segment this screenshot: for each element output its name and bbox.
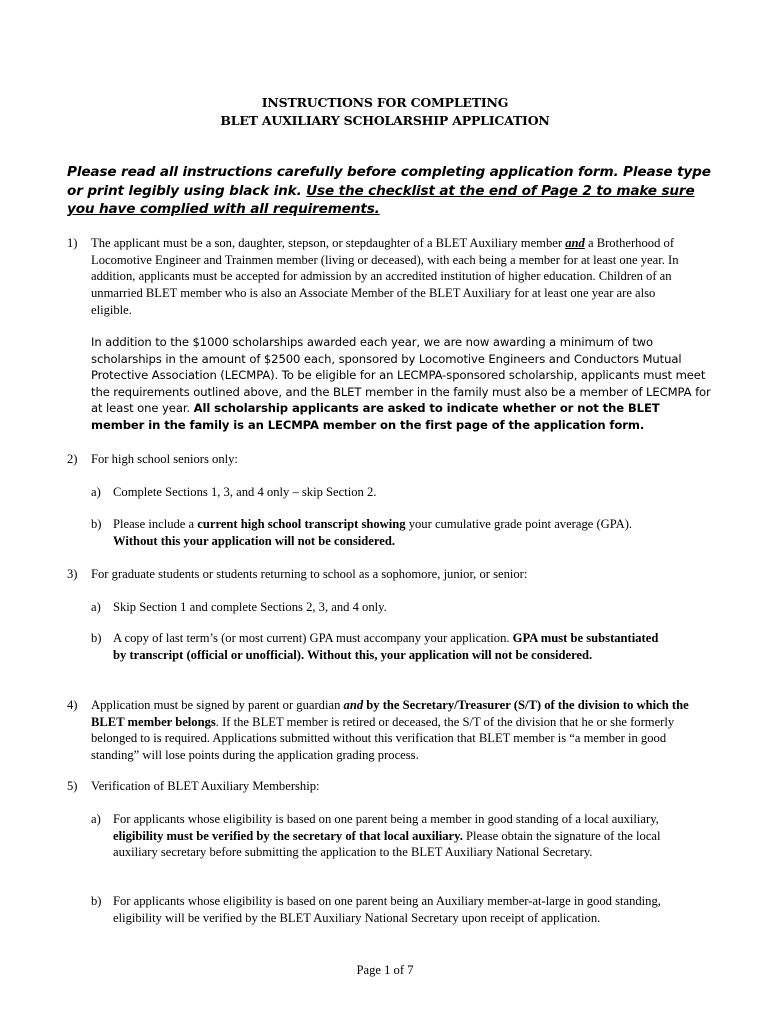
item-4-text-b: . If the BLET member is retired or deceased, the S/T of the division that he or she formerly belonged to is required. Applications submitted without this verification that BLET member is “a member in good standing” will lose points during the application grading process. [91,714,675,763]
item-3-text: For graduate students or students returning to school as a sophomore, junior, or senior: [91,567,528,581]
item-5a-text-a: For applicants whose eligibility is based on one parent being a member in good standing of a local auxiliary, [113,812,659,826]
page-number: Page 1 of 7 [356,963,414,977]
item-3-number: 3) [67,567,78,581]
item-1-text-b: a Brotherhood of Locomotive Engineer and Trainmen member (living or deceased), with each being a member for at least one year. In addition, applicants must be accepted for admission by an accredited institution of higher education. Children of an unmarried BLET member who is also an Associate Member of the BLET Auxiliary for at least one year are also eligible. [91,236,679,317]
item-3b-number: b) [91,631,102,645]
item-2b-bold-b: Without this your application will not be considered. [113,533,396,548]
item-5a-text-b: Please obtain the signature of the local auxiliary secretary before submitting the application to the BLET Auxiliary National Secretary. [113,828,661,860]
item-1-text-a: The applicant must be a son, daughter, stepson, or stepdaughter of a BLET Auxiliary member [91,236,566,250]
item-2a-text: Complete Sections 1, 3, and 4 only – skip Section 2. [113,485,377,499]
title-line-1: INSTRUCTIONS FOR COMPLETING [261,95,509,110]
item-2b-bold-a: current high school transcript showing [197,517,406,531]
item-4-text-a: Application must be signed by parent or guardian [91,698,344,712]
item-3b-text-a: A copy of last term’s (or most current) GPA must accompany your application. [113,631,513,645]
item-5a-number: a) [91,812,101,826]
item-1-number: 1) [67,236,78,250]
item-2-text: For high school seniors only: [91,452,238,466]
item-4-number: 4) [67,698,78,712]
intro-underlined-text: Use the checklist at the end of Page 2 to make sure you have complied with all requirements. [67,182,695,217]
item-2b-text-b: your cumulative grade point average (GPA). [405,517,633,531]
item-3a-text: Skip Section 1 and complete Sections 2, 3, and 4 only. [113,600,387,614]
item-5-text: Verification of BLET Auxiliary Membership: [91,779,320,793]
item-4-bold: by the Secretary/Treasurer (S/T) of the division to which the BLET member belongs [91,698,689,729]
intro-text: Please read all instructions carefully before completing application form. Please type or print legibly using black ink. [67,164,711,199]
title-line-2: BLET AUXILIARY SCHOLARSHIP APPLICATION [220,113,550,128]
item-2a-number: a) [91,485,101,499]
intro-paragraph [67,163,712,219]
item-3a-number: a) [91,600,101,614]
item-5a-bold: eligibility must be verified by the secretary of that local auxiliary. [113,828,463,843]
item-2b-text [113,516,658,549]
item-1-text [91,235,691,319]
item-5b-text: For applicants whose eligibility is based on one parent being an Auxiliary member-at-large in good standing, eligibility will be verified by the BLET Auxiliary National Secretary upon receipt of application. [113,894,661,925]
item-4-text [91,697,696,764]
item-2b-text-a: Please include a [113,517,198,531]
item-4-and: and [343,698,364,712]
item-5b-number: b) [91,894,102,908]
item-1-paragraph-2-text: In addition to the $1000 scholarships awarded each year, we are now awarding a minimum of two scholarships in the amount of $2500 each, sponsored by Locomotive Engineers and Conductors Mutual Protective Association (LECMPA). To be eligible for an LECMPA-sponsored scholarship, applicants must meet the requirements outlined above, and the BLET member in the family must also be a member of LECMPA for at least one year. [91,335,711,416]
item-2b-number: b) [91,517,102,531]
item-2-number: 2) [67,452,78,466]
item-3b-bold: GPA must be substantiated by transcript (official or unofficial). Without this, your application will not be considered. [113,631,659,662]
item-3b-text [113,630,673,663]
item-5-number: 5) [67,779,78,793]
item-5a-text [113,811,665,861]
item-1-paragraph-2 [91,334,711,434]
item-1-and: and [565,236,585,250]
item-1-paragraph-2-bold: All scholarship applicants are asked to indicate whether or not the BLET member in the family is an LECMPA member on the first page of the application form. [91,401,660,432]
